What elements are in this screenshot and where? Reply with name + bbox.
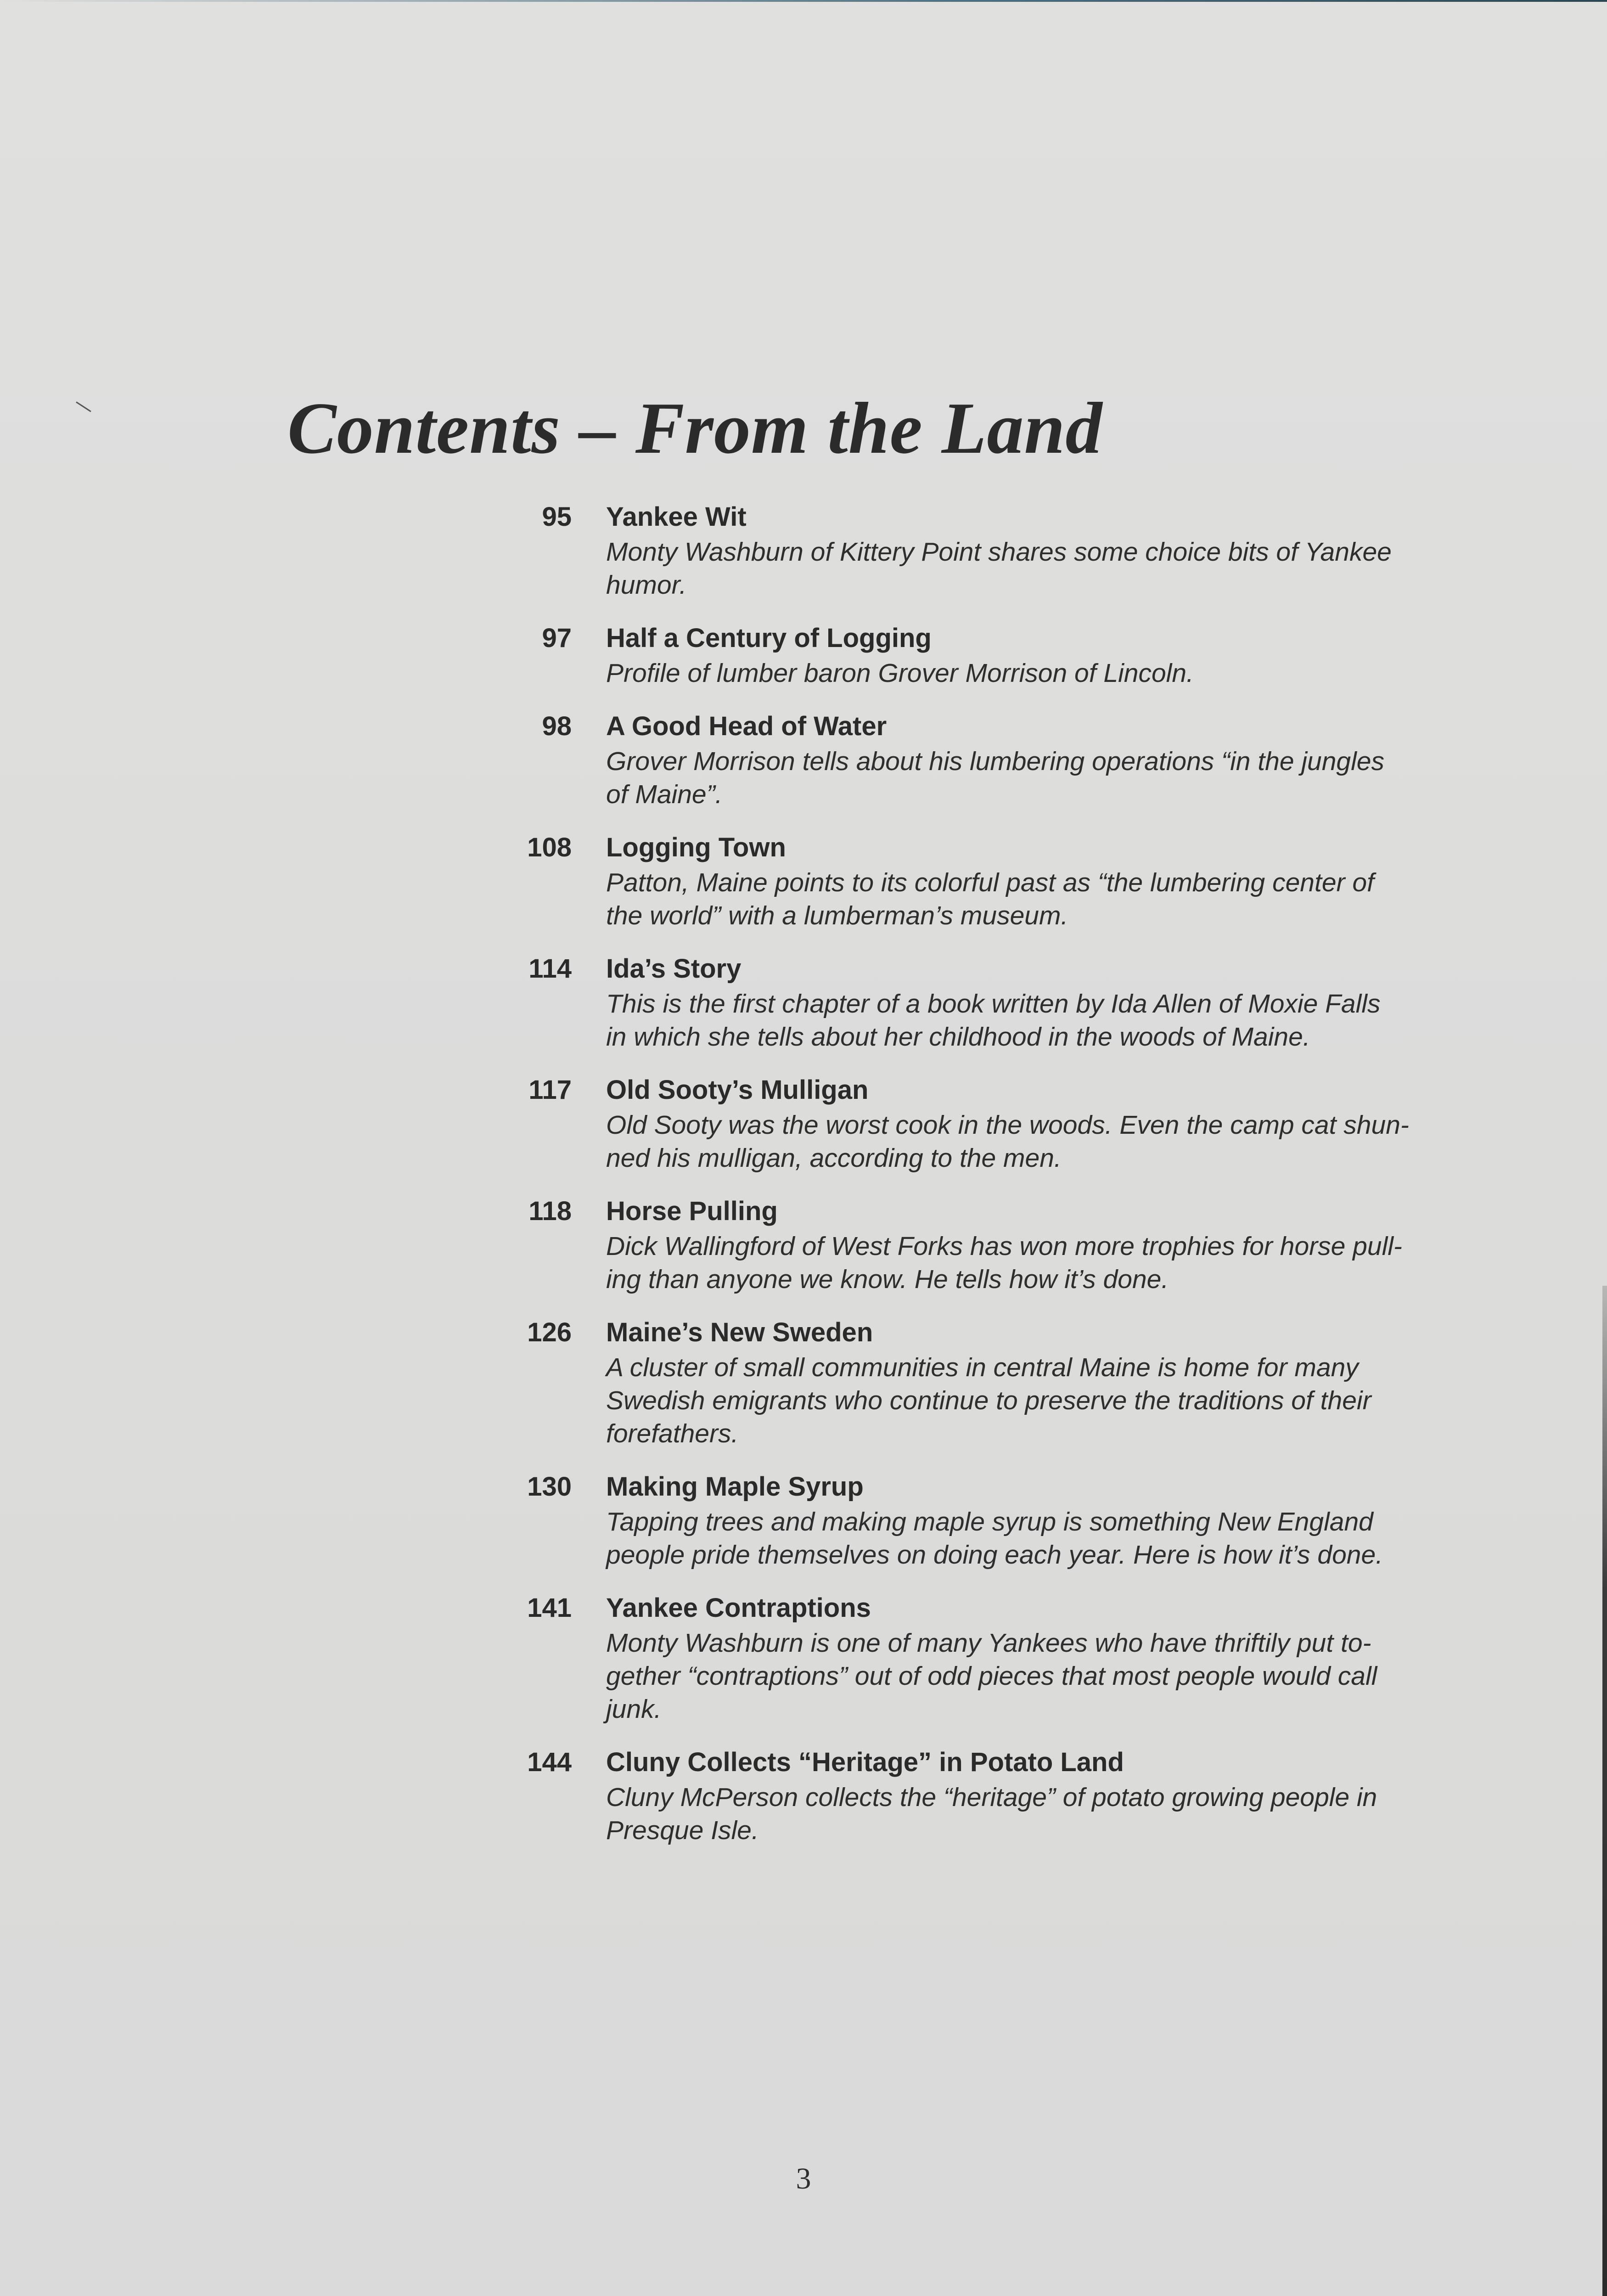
entry-page-number: 114 [528, 954, 572, 984]
entry-page-number: 95 [542, 502, 572, 532]
table-of-contents [505, 499, 1515, 1865]
entry-title: Half a Century of Logging [606, 623, 932, 653]
entry-page-number: 118 [528, 1196, 572, 1226]
entry-page-number: 117 [528, 1075, 572, 1105]
toc-entry [505, 1193, 1515, 1296]
description-line: Grover Morrison tells about his lumbering operations “in the jungles [606, 747, 1384, 776]
entry-description [606, 1351, 1515, 1450]
description-line: ned his mulligan, according to the men. [606, 1143, 1062, 1173]
toc-entry [505, 1469, 1515, 1571]
toc-entry [505, 1072, 1515, 1175]
description-line: gether “contraptions” out of odd pieces that most people would call [606, 1661, 1377, 1691]
description-line: junk. [606, 1694, 662, 1724]
entry-title: Maine’s New Sweden [606, 1317, 873, 1347]
entry-title: Old Sooty’s Mulligan [606, 1075, 869, 1105]
page-title: Contents – From the Land [287, 387, 1103, 469]
description-line: in which she tells about her childhood in the woods of Maine. [606, 1022, 1310, 1052]
description-line: Monty Washburn is one of many Yankees who have thriftily put to- [606, 1628, 1371, 1658]
entry-title: Ida’s Story [606, 954, 742, 984]
toc-entry [505, 1314, 1515, 1450]
entry-page-number: 144 [527, 1747, 572, 1777]
entry-description [606, 987, 1515, 1053]
toc-entry [505, 1590, 1515, 1726]
entry-title: Yankee Contraptions [606, 1593, 871, 1623]
description-line: Cluny McPerson collects the “heritage” of potato growing people in [606, 1783, 1377, 1812]
entry-title: Making Maple Syrup [606, 1472, 864, 1502]
description-line: Tapping trees and making maple syrup is something New England [606, 1507, 1373, 1536]
entry-title: Logging Town [606, 833, 786, 862]
description-line: Dick Wallingford of West Forks has won more trophies for horse pull- [606, 1232, 1402, 1261]
entry-title: Horse Pulling [606, 1196, 778, 1226]
description-line: Presque Isle. [606, 1816, 759, 1845]
entry-description [606, 866, 1515, 932]
description-line: A cluster of small communities in central Maine is home for many [606, 1353, 1359, 1382]
description-line: Swedish emigrants who continue to preserve the traditions of their [606, 1386, 1371, 1415]
description-line: forefathers. [606, 1419, 739, 1448]
entry-page-number: 98 [542, 711, 572, 741]
description-line: people pride themselves on doing each year. Here is how it’s done. [606, 1540, 1383, 1570]
entry-page-number: 108 [527, 833, 572, 862]
description-line: ing than anyone we know. He tells how it’s done. [606, 1265, 1169, 1294]
description-line: the world” with a lumberman’s museum. [606, 901, 1068, 930]
entry-description [606, 657, 1515, 690]
description-line: This is the first chapter of a book written by Ida Allen of Moxie Falls [606, 989, 1381, 1019]
entry-page-number: 141 [527, 1593, 572, 1623]
scan-right-edge [1602, 1286, 1607, 2296]
page-number: 3 [796, 2162, 811, 2195]
toc-entry [505, 951, 1515, 1053]
toc-entry [505, 708, 1515, 811]
toc-entry [505, 829, 1515, 932]
scan-top-edge [0, 0, 1607, 2]
description-line: of Maine”. [606, 780, 723, 809]
toc-entry [505, 499, 1515, 602]
entry-title: Cluny Collects “Heritage” in Potato Land [606, 1747, 1124, 1777]
entry-page-number: 97 [542, 623, 572, 653]
description-line: Patton, Maine points to its colorful past as “the lumbering center of [606, 868, 1374, 897]
entry-description [606, 1626, 1515, 1726]
description-line: Profile of lumber baron Grover Morrison of Lincoln. [606, 658, 1194, 688]
toc-entry [505, 620, 1515, 690]
toc-entry [505, 1744, 1515, 1847]
entry-description [606, 745, 1515, 811]
entry-page-number: 126 [527, 1317, 572, 1347]
entry-title: A Good Head of Water [606, 711, 887, 741]
entry-description [606, 1781, 1515, 1847]
entry-description [606, 1505, 1515, 1571]
entry-description [606, 1109, 1515, 1175]
description-line: Old Sooty was the worst cook in the woods. Even the camp cat shun- [606, 1110, 1409, 1140]
entry-title: Yankee Wit [606, 502, 747, 532]
description-line: Monty Washburn of Kittery Point shares some choice bits of Yankee [606, 537, 1392, 567]
entry-page-number: 130 [527, 1472, 572, 1502]
description-line: humor. [606, 570, 687, 600]
entry-description [606, 1230, 1515, 1296]
stray-pen-mark [76, 401, 91, 412]
entry-description [606, 535, 1515, 602]
